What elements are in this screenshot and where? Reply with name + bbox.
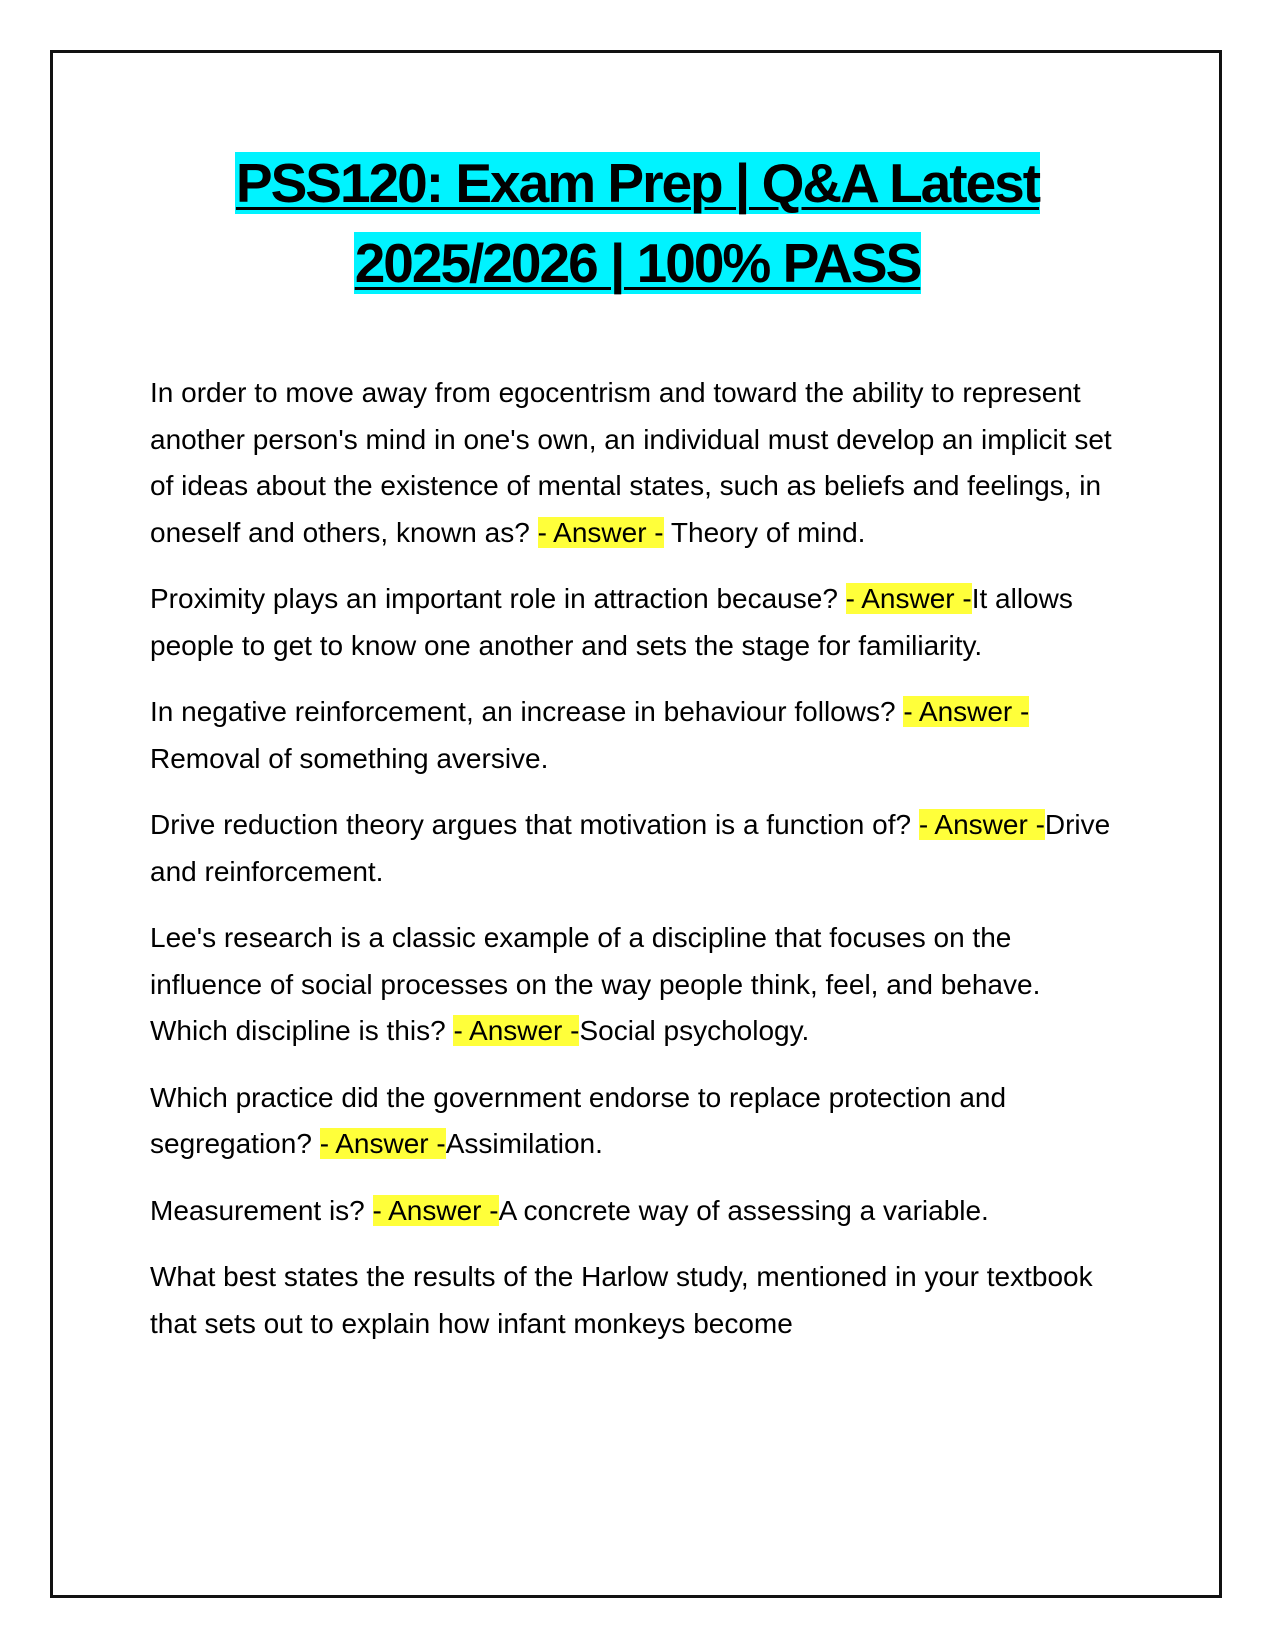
qa-list [150, 370, 1125, 1367]
qa-item [150, 915, 1125, 1055]
answer-marker: - Answer - [537, 516, 664, 548]
question-text: Which practice did the government endorse to replace protection and segregation? [150, 1081, 1007, 1159]
qa-item [150, 1254, 1125, 1347]
answer-text: It allows people to get to know one another and sets the stage for familiarity. [150, 583, 1073, 661]
question-text: Drive reduction theory argues that motivation is a function of? [150, 809, 919, 840]
answer-text: A concrete way of assessing a variable. [498, 1194, 989, 1226]
answer-text: Drive and reinforcement. [150, 809, 1111, 887]
document-title [0, 143, 1275, 303]
qa-item [150, 802, 1125, 895]
question-text: In order to move away from egocentrism and toward the ability to represent another person's mind in one's own, an individual must develop an implicit set of ideas about the existence of mental states, such as beliefs and feelings, in oneself and others, known as? [150, 377, 1112, 548]
answer-marker: - Answer - [845, 583, 972, 614]
answer-marker: - Answer - [319, 1128, 446, 1159]
answer-text: Removal of something aversive. [150, 742, 549, 774]
title-line-2: 2025/2026 | 100% PASS [354, 232, 921, 294]
answer-marker: - Answer - [453, 1015, 580, 1046]
answer-marker: - Answer - [918, 809, 1045, 840]
answer-text: Theory of mind. [670, 516, 866, 548]
title-line-1: PSS120: Exam Prep | Q&A Latest [235, 152, 1040, 214]
question-text: Measurement is? [150, 1194, 373, 1226]
qa-item [150, 576, 1125, 669]
question-text: In negative reinforcement, an increase in behaviour follows? [150, 696, 904, 727]
qa-item [150, 1075, 1125, 1168]
answer-marker: - Answer - [372, 1194, 499, 1226]
answer-text: Assimilation. [445, 1128, 603, 1159]
answer-marker: - Answer - [903, 696, 1030, 727]
qa-item [150, 370, 1125, 556]
qa-item [150, 1188, 1125, 1235]
question-text: Lee's research is a classic example of a discipline that focuses on the influence of social processes on the way people think, feel, and behave. Which discipline is this? [150, 922, 1041, 1046]
answer-text: Social psychology. [579, 1015, 810, 1046]
question-text: Proximity plays an important role in attraction because? [150, 583, 846, 614]
qa-item [150, 689, 1125, 782]
question-text: What best states the results of the Harlow study, mentioned in your textbook that sets out to explain how infant monkeys become [150, 1261, 1093, 1339]
